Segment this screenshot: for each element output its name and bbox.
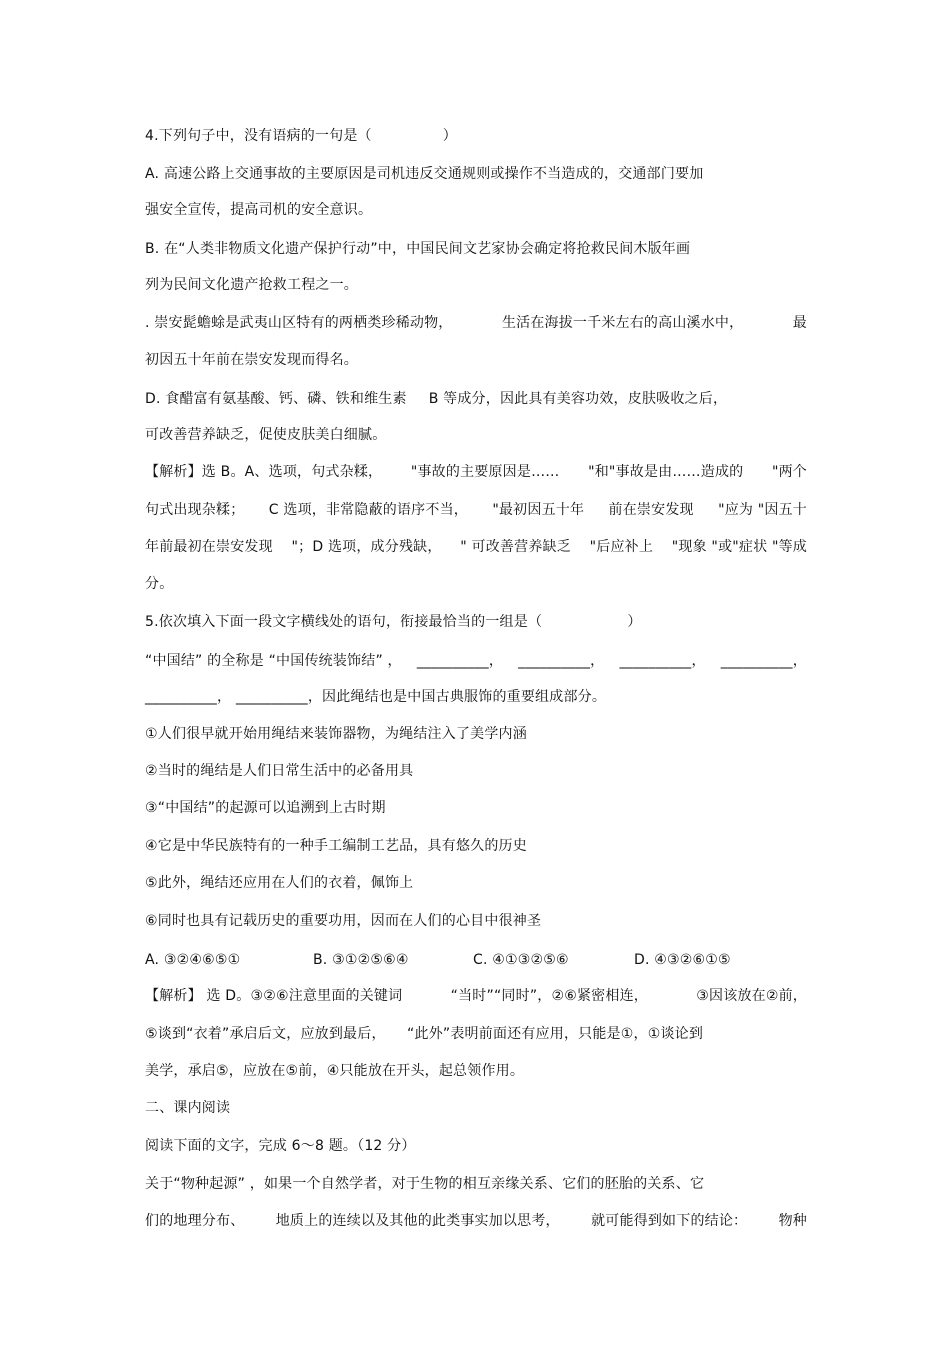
section-heading: 二、课内阅读 — [145, 1100, 231, 1116]
q5-options — [145, 950, 807, 970]
q4-explanation-line1 — [145, 462, 807, 482]
q4-option-b-line1: B. 在“人类非物质文化遗产保护行动”中，中国民间文艺家协会确定将抢救民间木版年画 — [145, 241, 691, 257]
text-segment: "；D 选项，成分残缺， — [291, 539, 442, 555]
text-segment: " 可改善营养缺乏 — [460, 539, 571, 555]
blank-segment: __________， — [619, 653, 706, 669]
reading-paragraph-line2 — [145, 1211, 807, 1231]
q5-sentence-5: ⑤此外，绳结还应用在人们的衣着，佩饰上 — [145, 875, 414, 891]
q4-option-d-line1 — [145, 389, 807, 409]
q5-explanation-line1 — [145, 986, 807, 1006]
q5-sentence-4: ④它是中华民族特有的一种手工编制工艺品，具有悠久的历史 — [145, 838, 527, 854]
q5-sentence-1: ①人们很早就开始用绳结来装饰器物，为绳结注入了美学内涵 — [145, 726, 527, 742]
text-segment: "和"事故是由……造成的 — [588, 464, 744, 480]
text-segment: 【解析】 选 D。③②⑥注意里面的关键词 — [145, 988, 403, 1004]
blank-segment: __________， — [416, 653, 504, 669]
text-segment: “中国结” 的全称是 “中国传统装饰结” ， — [145, 653, 402, 669]
text-segment: 就可能得到如下的结论： — [591, 1213, 748, 1229]
q5-explanation-line3: 美学，承启⑤，应放在⑤前，④只能放在开头，起总领作用。 — [145, 1063, 525, 1079]
text-segment: 【解析】选 B。A、选项，句式杂糅， — [145, 464, 383, 480]
blank-segment: __________， — [720, 653, 807, 669]
q5-sentence-3: ③“中国结”的起源可以追溯到上古时期 — [145, 800, 386, 816]
q4-stem: 4.下列句子中，没有语病的一句是（ ） — [145, 128, 457, 144]
text-segment: 句式出现杂糅； — [145, 502, 245, 518]
reading-instruction: 阅读下面的文字，完成 6～8 题。（12 分） — [145, 1138, 416, 1154]
text-segment: 物种 — [778, 1213, 807, 1229]
q5-option-c: C. ④①③②⑤⑥ — [473, 952, 569, 968]
text-segment: 年前最初在崇安发现 — [145, 539, 273, 555]
text-segment: 最 — [792, 315, 807, 331]
q4-option-b-line2: 列为民间文化遗产抢救工程之一。 — [145, 277, 358, 293]
text-segment: "事故的主要原因是…… — [410, 464, 560, 480]
text-segment: "最初因五十年 — [492, 502, 585, 518]
reading-paragraph-line1: 关于“物种起源” ，如果一个自然学者，对于生物的相互亲缘关系、它们的胚胎的关系、它 — [145, 1176, 705, 1192]
text-segment: 前在崇安发现 — [608, 502, 694, 518]
q5-sentence-2: ②当时的绳结是人们日常生活中的必备用具 — [145, 763, 414, 779]
q5-stem: 5.依次填入下面一段文字横线处的语句，衔接最恰当的一组是（ ） — [145, 614, 642, 630]
text-segment: "后应补上 — [589, 539, 654, 555]
text-segment: "两个 — [771, 464, 807, 480]
text-segment: C 选项，非常隐蔽的语序不当， — [268, 502, 468, 518]
q5-option-d: D. ④③②⑥①⑤ — [634, 952, 731, 968]
q4-option-c-line1 — [145, 313, 807, 333]
q4-option-a-line1: A. 高速公路上交通事故的主要原因是司机违反交通规则或操作不当造成的，交通部门要加 — [145, 166, 704, 182]
text-segment: ③因该放在②前， — [696, 988, 807, 1004]
q5-explanation-line2: ⑤谈到“衣着”承启后文，应放到最后， “此外”表明前面还有应用，只能是①，①谈论到 — [145, 1026, 704, 1042]
q4-explanation-line4: 分。 — [145, 576, 174, 592]
q5-option-a: A. ③②④⑥⑤① — [145, 952, 241, 968]
text-segment: B 等成分，因此具有美容功效，皮肤吸收之后， — [428, 391, 728, 407]
text-segment: "应为 "因五十 — [718, 502, 807, 518]
q4-option-a-line2: 强安全宣传，提高司机的安全意识。 — [145, 202, 373, 218]
q4-explanation-line2 — [145, 500, 807, 520]
q5-option-b: B. ③①②⑤⑥④ — [313, 952, 409, 968]
q5-fill-line1 — [145, 651, 807, 671]
blank-segment: __________， — [518, 653, 605, 669]
q5-fill-line2: __________， __________，因此绳结也是中国古典服饰的重要组成部分。 — [145, 689, 607, 705]
q4-explanation-line3 — [145, 537, 807, 557]
text-segment: "现象 "或"症状 "等成 — [671, 539, 807, 555]
text-segment: 地质上的连续以及其他的此类事实加以思考， — [275, 1213, 560, 1229]
q4-option-d-line2: 可改善营养缺乏，促使皮肤美白细腻。 — [145, 427, 387, 443]
text-segment: 生活在海拔一千米左右的高山溪水中， — [501, 315, 744, 331]
text-segment: . 崇安髭蟾蜍是武夷山区特有的两栖类珍稀动物， — [145, 315, 453, 331]
text-segment: “当时”“同时”，②⑥紧密相连， — [450, 988, 648, 1004]
text-segment: 们的地理分布、 — [145, 1213, 245, 1229]
text-segment: D. 食醋富有氨基酸、钙、磷、铁和维生素 — [145, 391, 407, 407]
q4-option-c-line2: 初因五十年前在崇安发现而得名。 — [145, 352, 358, 368]
q5-sentence-6: ⑥同时也具有记载历史的重要功用，因而在人们的心目中很神圣 — [145, 913, 542, 929]
